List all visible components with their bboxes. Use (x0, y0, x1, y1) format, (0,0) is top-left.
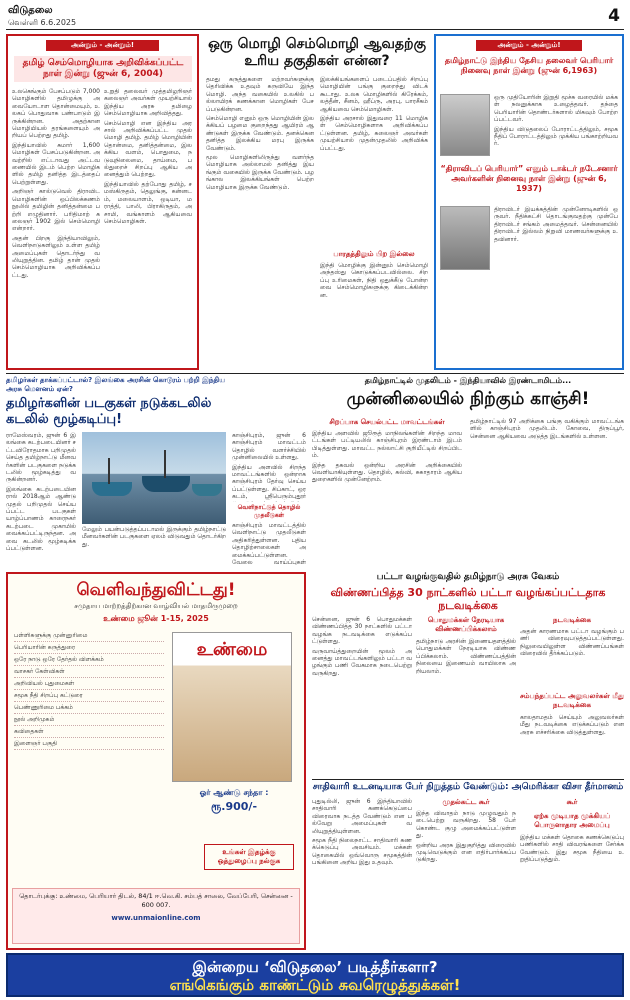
lead-body-4 (232, 522, 306, 566)
promo-list (14, 630, 164, 876)
kanchi-body-right (470, 418, 624, 566)
promo-item: ஒரே நாடு ஒரே தேர்தல் விளக்கம் (14, 654, 164, 666)
promo-address: தொடர்புக்கு: உண்மை, பெரியார் திடல், 84/1 ஈ.வெ.கி. சம்பத் சாலை, வேப்பேரி, சென்னை - 600 007. (19, 892, 293, 909)
lead-para: இலங்கை கடற்படையினரால் 2018ஆம் ஆண்டு முதல் பறிமுதல் செய்யப்பட்ட படகுகள் யாழ்ப்பாணம் காரைநகர் கடற்படை முகாமில் வைக்கப்பட்டிருந்தன. அவை கடலில் மூழ்கடிக்கப்பட்டுள்ளன. (6, 485, 76, 553)
patta-para: வருவாய்த்துறையின் மூலம் அனைத்து மாவட்டங்களிலும் பட்டா வழங்கும் பணி வேகமாக நடைபெற்று வருகிறது. (312, 647, 412, 677)
promo-item: பள்ளிகளுக்கு முன்னுரிமை (14, 630, 164, 642)
lead-body (6, 432, 76, 566)
col3-para: இந்திய விடுதலைப் போராட்டத்திலும், சமூக நீதிப் போராட்டத்திலும் முக்கிய பங்காற்றியவர். (494, 125, 618, 148)
patta-para: சென்னை, ஜுன் 6 பொதுமக்கள் விண்ணப்பித்த 30 நாட்களில் பட்டா வழங்க நடவடிக்கை எடுக்கப்பட்டுள்ளது. (312, 616, 412, 646)
section-divider (6, 373, 624, 374)
patta-subheading-2: நடவடிக்கை (553, 616, 591, 624)
kanchi-title: முன்னிலையில் நிற்கும் காஞ்சி! (346, 389, 590, 409)
kanchi-para: இந்திய அளவில் ஜூரூத் மாநிலங்களின் சிறந்த மாவட்டங்கள் பட்டியலில் காஞ்சிபுரம் இரண்டாம் இடம் பிடித்துள்ளது. மாவட்ட நல்லாட்சி குறியீட்டில் சிறப்பிடம். (312, 430, 462, 460)
kanchi-body (312, 430, 462, 566)
col2-para: செம்மொழி எனும் ஒரு மொழியின் இலக்கியப் பழமை குறைந்தது ஆயிரம் ஆண்டுகள் இருக்க வேண்டும். தனக்கென தனித்த இலக்கிய மரபு இருக்க வேண்டும். (206, 115, 314, 152)
promo-item: நூல் அறிமுகம் (14, 714, 164, 726)
caste-subheading-2: கூர் (566, 798, 578, 806)
col2-para: இந்தி மொழிக்கு இன்னும் செம்மொழி அந்தஸ்து கொடுக்கப்படவில்லை. சிறப்பு உரிமைகள், நிதி ஒதுக்கீடு போன்றவை செம்மொழிகளுக்கு கிடைக்கின்றன. (320, 262, 428, 299)
patta-body (312, 616, 412, 776)
caste-para: புதுடில்லி, ஜுன் 6 இந்தியாவில் சாதிவாரி கணக்கெடுப்பை விரைவாக நடத்த வேண்டும் என பல்வேறு அமைப்புகள் வலியுறுத்தியுள்ளன. (312, 798, 412, 835)
lead-para: இந்திய அளவில் சிறந்த மாவட்டங்களில் ஒன்றாக காஞ்சிபுரம் தேர்வு செய்யப்பட்டுள்ளது. சிப்காட், ஒரகடம், ஸ்ரீபெரும்புதூர் (232, 463, 306, 501)
kanchi-article (312, 376, 624, 566)
subscription-label: ஓர் ஆண்டு சந்தா : (199, 788, 269, 797)
patta-body-4 (520, 714, 624, 776)
col2-body-end (320, 262, 428, 368)
patta-body-2 (416, 638, 516, 776)
classical-criteria-article (206, 34, 428, 370)
lead-para: காஞ்சிபுரம், ஜுன் 6 காஞ்சிபுரம் மாவட்டம் தொழில் வளர்ச்சியில் முன்னிலையில் உள்ளது. (232, 432, 306, 462)
col2-title: ஒரு மொழி செம்மொழி ஆவதற்கு உரிய தகுதிகள் என்ன? (208, 36, 426, 69)
col3-title: தமிழ்நாட்டு இந்திய தேசிய தலைவர் பெரியார் நினைவு நாள் இன்று (ஜுன் 6,1963) (444, 56, 614, 75)
patta-subheading: பொதுமக்கள் நேரடியாக விண்ணப்பிக்கலாம் (427, 616, 505, 633)
col2-para: இந்திய அரசால் இதுவரை 11 மொழிகள் செம்மொழிகளாக அறிவிக்கப்பட்டுள்ளன. தமிழ், கலைஞர் அவர்கள் முயற்சியால் முதன்முதலில் அறிவிக்கப்பட்டது. (320, 115, 428, 152)
promo-subtitle: சமுதாய மாற்றத்திற்கான வாழ்வியல் மாதமிருமுறை (74, 602, 238, 610)
masthead (6, 4, 624, 30)
lead-para: ராமேஸ்வரம், ஜுன் 6 இலங்கை கடற்படையினர் சட்டவிரோதமாக பறிமுதல் செய்த தமிழ்நாட்டு மீனவர்களின் படகுகளை நடுக்கடலில் மூழ்கடித்து வருகின்றனர். (6, 432, 76, 484)
col3-subheading: “திராவிடப் பெரியார்” எனும் டாக்டர் நடேசனார் அவர்களின் நினைவு நாள் இன்று (ஜுன் 6, 1937) (440, 164, 618, 193)
lead-title: தமிழர்களின் படகுகள் நடுக்கடலில் கடலில் மூழ்கடிப்பு! (6, 396, 212, 427)
caste-body-2 (416, 810, 516, 950)
col1-para: செம்மொழி என இந்திய அரசால் அறிவிக்கப்பட்ட முதல் மொழி தமிழ். தமிழ் மொழியின் தொன்மை, தனித்தன்மை, இலக்கிய வளம், பொதுமை, நடுவுநிலைமை, தாய்மை, பல்துறைச் சிறப்பு ஆகிய அனைத்தும் பெற்றது. (104, 119, 192, 179)
footer-line-2: எங்கெங்கும் காண்ட்டும் சுவரெழுத்துக்கள்! (169, 976, 461, 994)
caste-para: இந்திய மக்கள் தொகை கணக்கெடுப்பு பணிகளில் சாதி விவரங்களை சேர்க்க வேண்டும். இது சமூக நீதியை உறுதிப்படுத்தும். (520, 834, 624, 864)
footer-line-1: இன்றைய ‘விடுதலை’ படித்தீர்களா? (192, 958, 438, 976)
kanchi-kicker: தமிழ்நாட்டில் முதலிடம் - இந்தியாவில் இரண்டாமிடம்... (364, 376, 572, 385)
promo-callout: உங்கள் இதழ்க்கு ஒத்துழைப்பு நல்குக (204, 844, 294, 870)
promo-website[interactable]: www.unmaionline.com (111, 914, 201, 922)
col1-body-right (104, 88, 192, 368)
promo-item: அறிவியல் புதுமைகள் (14, 678, 164, 690)
col2-para: மூல மொழிகளிலிருந்து வளர்ந்த மொழியாக அல்லாமல் தனித்து இயங்கும் வகையில் இருக்க வேண்டும். பழங்கால இலக்கியங்கள் பெற்ற மொழியாக இருக்க வேண்டும். (206, 154, 314, 191)
promo-footer (12, 888, 300, 944)
unmai-promo-box (6, 572, 306, 950)
caste-subheading-3: ஏற்க முடியாத முக்கியப் பொருளாதார அமைப்பு (533, 812, 611, 829)
promo-item: பெரியாரின் கருத்துரை (14, 642, 164, 654)
page-number: 4 (608, 6, 620, 26)
patta-para: அதன் காரணமாக பட்டா வழங்கும் பணி விரைவுபடுத்தப்பட்டுள்ளது. நிலுவையிலுள்ள விண்ணப்பங்கள் விரைவில் தீர்க்கப்படும். (520, 628, 624, 658)
col3-kicker: அன்றும் - அன்றும்! (476, 40, 582, 51)
col3-para: திராவிடர் இயக்கத்தின் முன்னோடிகளில் ஒருவர். நீதிக்கட்சி தொடங்குவதற்கு முன்பே திராவிடர் சங்கம் அமைத்தவர். சென்னையில் திராவிடர் இல்லம் நிறுவி மாணவர்களுக்கு உதவினார். (494, 206, 618, 243)
caste-para: சமூக நீதி நிலைநாட்ட சாதிவாரி கணக்கெடுப்பு அவசியம். மக்கள் தொகையில் ஒவ்வொரு சமூகத்தின் பங்கினை அறிய இது உதவும். (312, 837, 412, 867)
promo-item: வாசகர் கேள்விகள் (14, 666, 164, 678)
lead-body-3 (232, 432, 306, 502)
col3-body (494, 94, 618, 156)
col2-para: தமது கருத்துகளை மற்றவர்களுக்கு தெரிவிக்க உதவும் கருவியே இந்த மொழி. அந்த வகையில் உலகில் பல்லாயிரக் கணக்கான மொழிகள் பேசப்படுகின்றன. (206, 76, 314, 113)
caste-para: இந்த விவாதம் நாடு முழுவதும் நடைபெற்று வருகிறது. 58 பேர் கொண்ட குழு அமைக்கப்பட்டுள்ளது. (416, 810, 516, 840)
col1-title: தமிழ் செம்மொழியாக அறிவிக்கப்பட்ட நாள் இன்று (ஜுன் 6, 2004) (14, 56, 192, 82)
patta-article (312, 572, 624, 776)
subscription-price: ரூ.900/- (210, 800, 258, 813)
col3-para: ஒரு முதியோரின் இறுதி மூச்சு வரையில் மக்கள் நலனுக்காக உழைத்தவர். தந்தை பெரியாரின் தொண்டர்களால் மிகவும் போற்றப்பட்டவர். (494, 94, 618, 124)
col1-body (12, 88, 100, 368)
col2-subheading: பாரதத்திலும் பிற இல்லை (333, 250, 415, 258)
lead-para: காஞ்சிபுரம் மாவட்டத்தில் வெளிநாட்டு முதலீடுகள் அதிகரித்துள்ளன. புதிய தொழிற்சாலைகள் அமைக்கப்பட்டுள்ளன. வேலை வாய்ப்புகள் (232, 522, 306, 566)
promo-title: வெளிவந்துவிட்டது! (76, 580, 236, 600)
col2-body-right (320, 76, 428, 246)
col1-para: அறிஞர் கால்டுவெல் திராவிட மொழிகளின் ஒப்பிலக்கணம் நூலில் தமிழின் தனித்தன்மை பற்றி எழுதினார். பரிதிமாற் கலைஞர் 1902 இல் செம்மொழி என்றார். (12, 188, 100, 233)
col1-para: உலகெங்கும் பேசப்படும் 7,000 மொழிகளில் தமிழுக்கு அவையோடாள தொன்மையும், உலகப் பொதுவாக பண்பாடும் இருக்கின்றன. அதற்கான மொழியியல் தரங்களையும் அறியப் பெற்றது தமிழ். (12, 88, 100, 140)
lead-kicker: தமிழர்கள் தாக்கப்பட்டால்? இலங்கை அரசின் கொடூரம் பற்றி இந்திய அரசு மௌனம் ஏன்? (6, 376, 226, 393)
kanchi-subheading: சிறப்பாக செயல்பட்ட மாவட்டங்கள் (329, 418, 445, 426)
col1-para: அதன் பிறகு இந்தியாவிலும், வெளிநாடுகளிலும் உள்ள தமிழ் அமைப்புகள் தொடர்ந்து வலியுறுத்தின. தமிழ் தான் முதல் செம்மொழியாக அறிவிக்கப்பட்டது. (12, 234, 100, 279)
lead-subheading: வெளிநாட்டுத் தொழில் முதலீடுகள் (237, 504, 301, 519)
promo-item: கவிதைகள் (14, 726, 164, 738)
kanchi-para: தமிழ்நாட்டில் 97 அறிக்கை பங்கு வகிக்கும் மாவட்டங்களில் காஞ்சிபுரம் முதலிடம். கோவை, திருப்பூர், சென்னை ஆகியவை அடுத்த இடங்களில் உள்ளன. (470, 418, 624, 440)
classical-language-box (6, 34, 199, 370)
promo-item: இளைஞர் பகுதி (14, 738, 164, 750)
lead-para: மேலும் பயன்படுத்தப்படாமல் இருக்கும் தமிழ்நாட்டு மீனவர்களின் படகுகளை ஏலம் விடுவதும் தொடர்கிறது. (82, 526, 226, 548)
masthead-name: விடுதலை (8, 5, 53, 16)
magazine-cover (172, 632, 292, 782)
col2-body (206, 76, 314, 368)
patta-kicker: பட்டா வழங்குவதில் தமிழ்நாடு அரசு வேகம் (376, 572, 560, 582)
caste-title: சாதிவாரி உடனடியாக பேர் நிறுத்தம் வேண்டும்: அமெரிக்கா விசா தீர்மானம் (312, 782, 624, 792)
col1-para: இந்தியாவில் சுமார் 1,600 மொழிகள் பேசப்படுகின்றன. அவற்றில் எட்டாவது அட்டவணையில் இடம் பெற்ற மொழிகளில் தமிழ் தனித்த இடத்தைப் பெற்றுள்ளது. (12, 141, 100, 186)
footer-banner (6, 953, 624, 997)
boats-article (6, 376, 306, 566)
portrait-2 (440, 206, 490, 270)
section-divider (312, 779, 624, 780)
col2-para: இலக்கியங்களைப் படைப்பதில் சிறப்பு மொழியின் பங்கு குறைந்து விடக் கூடாது. உலக மொழிகளில் கிரேக்கம், லத்தீன், சீனம், ஹீப்ரு, அரபு, பாரசீகம் ஆகியவை செம்மொழிகள். (320, 76, 428, 113)
col1-kicker: அன்றும் - அன்றும்! (46, 40, 159, 51)
promo-issue: உண்மை ஜூன் 1-15, 2025 (103, 614, 209, 623)
remembrance-box (434, 34, 624, 370)
patta-para: காலதாமதம் செய்யும் அலுவலர்கள் மீது நடவடிக்கை எடுக்கப்படும் என அரசு எச்சரிக்கை விடுத்துள்ளது. (520, 714, 624, 736)
patta-para: தமிழ்நாடு அரசின் இணையதளத்தில் பொதுமக்கள் நேரடியாக விண்ணப்பிக்கலாம். விண்ணப்பத்தின் நிலையை இணையம் வாயிலாக அறியலாம். (416, 638, 516, 675)
patta-body-3 (520, 628, 624, 688)
caste-subheading: முதல்கட்ட கூர் (442, 798, 490, 806)
caste-para: ஒன்றிய அரசு இதுகுறித்து விரைவில் முடிவெடுக்கும் என எதிர்பார்க்கப்படுகிறது. (416, 841, 516, 864)
caste-article (312, 782, 624, 950)
promo-item: சமூக நீதி சிறப்பு கட்டுரை (14, 690, 164, 702)
boats-photo (82, 432, 226, 524)
lead-body-2 (82, 526, 226, 566)
caste-body (312, 798, 412, 950)
col3-body2 (494, 206, 618, 366)
portrait-1 (440, 94, 490, 156)
caste-body-3 (520, 834, 624, 950)
cover-title: உண்மை (196, 639, 268, 660)
patta-title: விண்ணப்பித்த 30 நாட்களில் பட்டா வழங்கப்பட்டதாக நடவடிக்கை (330, 586, 606, 612)
kanchi-para: இந்த தகவல் ஒன்றிய அரசின் அறிக்கையில் வெளியாகியுள்ளது. தொழில், கல்வி, சுகாதாரம் ஆகிய துறைகளில் முன்னேற்றம். (312, 461, 462, 484)
col1-para: உறுதி தலைவர் முத்தமிழறிஞர் கலைஞர் அவர்கள் முயற்சியால் இந்திய அரசு தமிழை செம்மொழியாக அறிவித்தது. (104, 88, 192, 118)
col1-para: இந்தியாவில் தற்போது தமிழ், சமஸ்கிருதம், தெலுங்கு, கன்னடம், மலையாளம், ஒடியா, மராத்தி, பாலி, பிராகிருதம், அசாமி, வங்காளம் ஆகியவை செம்மொழிகள். (104, 180, 192, 225)
masthead-date: வெள்ளி 6.6.2025 (8, 18, 77, 27)
promo-item: பெண்ணுரிமை பக்கம் (14, 702, 164, 714)
patta-subheading-3: சம்பந்தப்பட்ட அலுவலர்கள் மீது நடவடிக்கை (520, 692, 624, 709)
